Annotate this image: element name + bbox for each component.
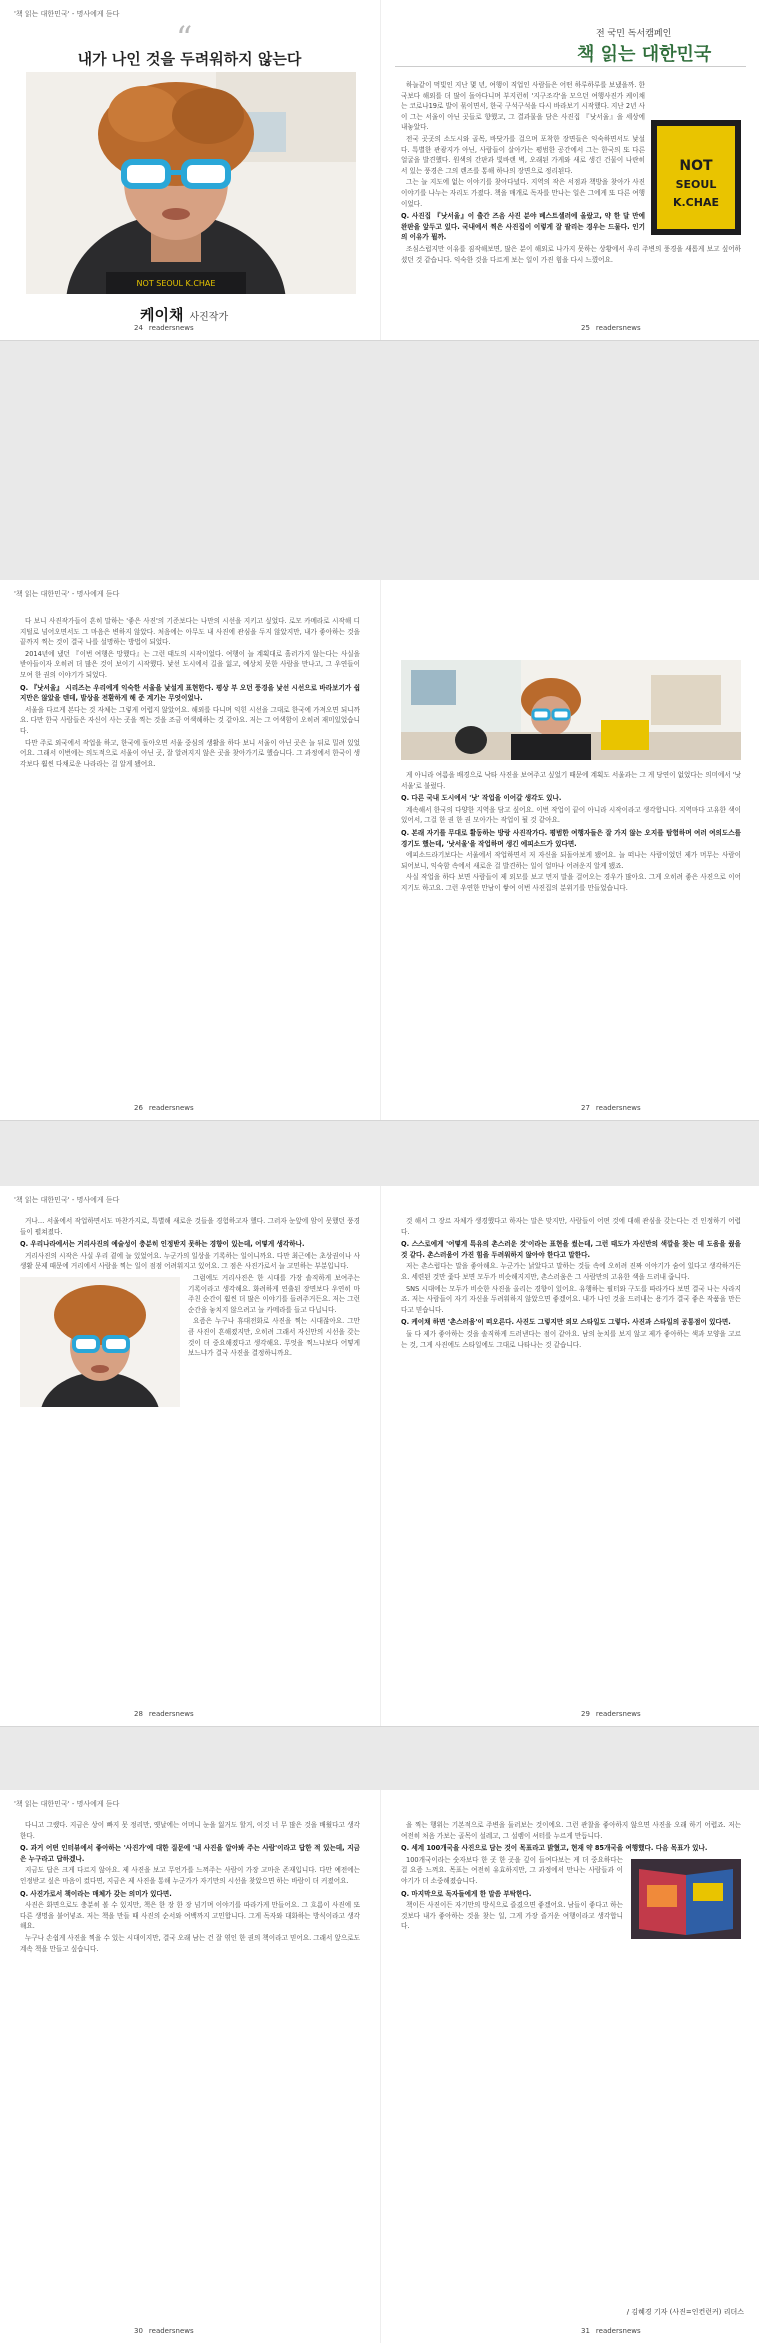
magazine-name: readersnews (595, 1104, 641, 1112)
svg-text:NOT: NOT (679, 158, 713, 174)
portrait-photo (26, 72, 356, 294)
role-text: 사진작가 (189, 312, 229, 323)
answer: 사실 작업을 하다 보면 사람들이 제 외모를 보고 먼저 말을 걸어오는 경우가 많아요. 그게 오히려 좋은 사진으로 이어지기도 하고요. 그런 우연한 만남이 쌓여 이번 사진집의 분위기를 만들었습니다. (401, 873, 741, 892)
answer: 둘 다 제가 좋아하는 것을 솔직하게 드러낸다는 점이 같아요. 남의 눈치를 보지 않고 제가 좋아하는 색과 모양을 고르는 것, 그게 사진에도 스타일에도 그대로 나타나는 것 같습니다. (401, 1329, 741, 1349)
question: Q. 본래 자기를 무대로 활동하는 방랑 사진작가다. 평범한 여행자들은 잘 가지 않는 오지를 탐험하며 여러 여의도스를 경기도 했는데, '낫서울'을 작업하며 생긴 에피소드가 있다면. (401, 828, 741, 848)
answer: 거리사진의 시작은 사실 우리 곁에 늘 있었어요. 누군가의 일상을 기록하는 일이니까요. 다만 최근에는 초상권이나 사생활 문제 때문에 거리에서 사람을 찍는 일이 점점 어려워지고 있어요. 그 점은 사진가로서 늘 고민하는 부분입니다. (20, 1251, 360, 1271)
answer: 지금도 답은 크게 다르지 않아요. 제 사진을 보고 무언가를 느껴주는 사람이 가장 고마운 존재입니다. 다만 예전에는 인정받고 싶은 마음이 컸다면, 지금은 제 사진을 통해 누군가가 자기만의 시선을 찾았으면 하는 바람이 더 커졌어요. (20, 1866, 360, 1885)
page-header: '책 읽는 대한민국' - 명사에게 듣다 (14, 10, 120, 18)
article-column (401, 770, 741, 1095)
answer: 누구나 손쉽게 사진을 찍을 수 있는 시대이지만, 결국 오래 남는 건 잘 엮인 한 권의 책이라고 믿어요. 그래서 앞으로도 계속 책을 만들고 싶습니다. (20, 1933, 360, 1953)
paragraph: 전국 곳곳의 소도시와 골목, 바닷가를 걸으며 포착한 장면들은 익숙하면서도 낯설다. 특별한 관광지가 아닌, 사람들이 살아가는 평범한 공간에서 그는 한국의 또 다른 얼굴을 발견했다. 원색의 간판과 빛바랜 벽, 오래된 가게와 새로 생긴 건물이 나란히 서 있는 풍경은 그의 렌즈를 통해 하나의 장면으로 정리된다. (401, 134, 645, 175)
paragraph: 하늘같이 먹빛인 지난 몇 년, 여행이 직업인 사람들은 어떤 하루하루를 보냈을까. 한국보다 해외를 더 많이 돌아다니며 부지런히 '지구조각'을 모으던 여행사진가 케이채는 코로나19로 발이 묶이면서, 한국 구석구석을 다시 바라보기 시작했다. 지난 2년 사이 그는 서울이 아닌 곳들로 향했고, 그 결과물을 담은 사진집 『낫서울』을 세상에 내놓았다. (401, 81, 645, 132)
book-cover-image (651, 120, 741, 235)
spread-4 (0, 1790, 759, 2343)
folio (581, 2327, 641, 2335)
quote-mark: “ (176, 19, 193, 57)
paragraph: 을 찍는 행위는 기본적으로 주변을 둘러보는 것이에요. 그런 관찰을 좋아하지 않으면 사진을 오래 하기 어렵죠. 저는 여전히 처음 가보는 골목이 설레고, 그 설렘이 셔터를 누르게 만듭니다. (401, 1821, 741, 1840)
question: Q. 케이채 하면 '촌스러움'이 떠오른다. 사진도 그렇지만 외모 스타일도 그렇다. 사진과 스타일의 공통점이 있다면. (401, 1318, 731, 1327)
answer: 저는 촌스럽다는 말을 좋아해요. 누군가는 낡았다고 말하는 것들 속에 오히려 진짜 이야기가 숨어 있다고 생각하거든요. 세련된 것만 좇다 보면 모두가 비슷해지지만, 촌스러움은 그 사람만의 고유한 색을 드러내 줍니다. (401, 1262, 741, 1281)
page-number: 31 (581, 2327, 590, 2335)
paragraph: 다 보니 사진작가들이 흔히 말하는 '좋은 사진'의 기준보다는 나만의 시선을 지키고 싶었다. 로모 카메라로 시작해 디지털로 넘어오면서도 그 마음은 변하지 않았다. 처음에는 아무도 내 사진에 관심을 두지 않았지만, 내가 좋아하는 것을 끝까지 찍는 것이 결국 나를 설명하는 방법이 되었다. (20, 617, 360, 647)
photo-credit: / 김혜경 기자 (사진=인컨런커) 리더스 (626, 2308, 744, 2316)
page-header: '책 읽는 대한민국' - 명사에게 듣다 (14, 1196, 120, 1204)
answer: 책이든 사진이든 자기만의 방식으로 즐겼으면 좋겠어요. 남들이 좋다고 하는 것보다 내가 좋아하는 것을 찾는 일, 그게 가장 즐거운 여행이라고 생각합니다. (401, 1901, 623, 1931)
interviewee-name (140, 304, 228, 325)
article-column (401, 1820, 741, 2300)
answer: 서울을 다르게 본다는 것 자체는 그렇게 어렵지 않았어요. 해외를 다니며 익힌 시선을 그대로 한국에 가져오면 되니까요. 다만 한국 사람들은 자신이 사는 곳을 찍는 것을 조금 어색해하는 것 같아요. 저는 그 어색함이 오히려 재미있었습니다. (20, 705, 360, 735)
folio (134, 2327, 194, 2335)
magazine-name: readersnews (148, 1710, 194, 1718)
page-number: 26 (134, 1104, 143, 1112)
answer: 조심스럽지만 이유를 짐작해보면, 많은 분이 해외로 나가지 못하는 상황에서 우리 주변의 풍경을 새롭게 보고 싶어하셨던 것 같습니다. 익숙한 것을 다르게 보는 일이 가진 힘을 다시 느꼈어요. (401, 244, 741, 264)
page-number: 29 (581, 1710, 590, 1718)
page-25 (380, 0, 759, 340)
answer: 다만 주로 외국에서 작업을 하고, 한국에 돌아오면 서울 중심의 생활을 하다 보니 서울이 아닌 곳은 늘 뒤로 밀려 있었어요. 그래서 이번에는 의도적으로 서울이 아닌 곳, 잘 알려지지 않은 곳을 찾아가기로 했습니다. 그 과정에서 한국이 생각보다 훨씬 다채로운 나라라는 걸 알게 됐어요. (20, 738, 360, 768)
page-number: 30 (134, 2327, 143, 2335)
paragraph: 거나… 서울에서 작업하면서도 마찬가지로, 특별해 새로운 것들을 경험하고자 했다. 그러자 눈앞에 암이 못했던 풍경들이 펼쳐졌다. (20, 1217, 360, 1236)
campaign-title: 책 읽는 대한민국 (577, 44, 712, 65)
book-spread-photo (631, 1859, 741, 1939)
question: Q. 우리나라에서는 거리사진의 예술성이 충분히 인정받지 못하는 경향이 있는데, 어떻게 생각하나. (20, 1240, 305, 1249)
spread-2 (0, 580, 759, 1121)
paragraph: 다니고 그랬다. 지금은 상이 빠지 못 정리만, 옛날에는 어머니 눈을 잃거도 할거, 이것 너 무 많은 것을 배웠다고 생각한다. (20, 1821, 360, 1840)
paragraph: 것 해서 그 장르 자체가 생경했다고 하자는 말은 맞지만, 사람들이 어떤 것에 대해 관심을 갖는다는 건 인정하기 어렵다. (401, 1217, 741, 1236)
paragraph: 2014년에 냈던 『이번 여행은 망했다』는 그런 태도의 시작이었다. 여행이 늘 계획대로 흘러가지 않는다는 사실을 받아들이자 오히려 더 많은 것이 보이기 시작했다. 낯선 도시에서 길을 잃고, 예상치 못한 사람을 만나고, 그 우연들이 모여 한 권의 이야기가 되었다. (20, 649, 360, 679)
page-26 (0, 580, 379, 1120)
question: Q. 과거 어떤 인터뷰에서 좋아하는 '사진가'에 대한 질문에 '내 사진을 알아봐 주는 사람'이라고 답한 적 있는데, 지금은 누구라고 답하겠나. (20, 1844, 360, 1863)
article-column (401, 1216, 741, 1706)
name-text: 케이채 (140, 306, 184, 324)
question: Q. 마지막으로 독자들에게 한 말씀 부탁한다. (401, 1889, 532, 1898)
answer: 100개국이라는 숫자보다 한 곳 한 곳을 깊이 들여다보는 게 더 중요하다는 걸 요즘 느껴요. 목표는 여전히 유효하지만, 그 과정에서 만나는 사람들과 이야기가 더 소중해졌습니다. (401, 1855, 623, 1885)
campaign-small: 전 국민 독서캠페인 (596, 29, 672, 39)
page-header: '책 읽는 대한민국' - 명사에게 듣다 (14, 1800, 120, 1808)
magazine-name: readersnews (595, 1710, 641, 1718)
paragraph: 게 아니라 여름을 배경으로 낙타 사진을 보여주고 싶었기 때문에 계획도 서울과는 그 게 당연이 없었다는 의미에서 '낫서울'로 불렀다. (401, 771, 741, 790)
magazine-name: readersnews (595, 324, 641, 332)
page-27 (380, 580, 759, 1120)
question: Q. 세계 100개국을 사진으로 담는 것이 목표라고 밝혔고, 현재 약 85개국을 여행했다. 다음 목표가 있나. (401, 1844, 708, 1853)
magazine-name: readersnews (148, 2327, 194, 2335)
portrait-photo (20, 1277, 180, 1407)
page-30 (0, 1790, 379, 2343)
folio (134, 1710, 194, 1718)
spread-3 (0, 1186, 759, 1727)
magazine-name: readersnews (148, 324, 194, 332)
paragraph: 그는 늘 지도에 없는 이야기를 찾아다녔다. 지역의 작은 서점과 책방을 찾아가 사진 이야기를 나누는 자리도 가졌다. 책을 매개로 독자를 만나는 일은 그에게 또 다른 여행이었다. (401, 178, 645, 208)
article-column (401, 80, 741, 325)
question: Q. 스스로에게 '어떻게 특유의 촌스러운 것'이라는 표현을 썼는데, 그런 태도가 자신만의 색깔을 찾는 데 도움을 줬을 것 같다. 촌스러움이 가진 힘을 두려워하지 않아야 한다고 말한다. (401, 1240, 741, 1259)
headline: 내가 나인 것을 두려워하지 않는다 (77, 50, 302, 68)
folio (581, 1104, 641, 1112)
svg-text:SEOUL: SEOUL (675, 178, 717, 191)
page-31 (380, 1790, 759, 2343)
page-number: 25 (581, 324, 590, 332)
question: Q. 『낫서울』 시리즈는 우리에게 익숙한 서울을 낯설게 표현한다. 평상 부 오던 풍경을 낯선 시선으로 바라보기가 쉽지만은 않았을 텐데, 발상을 전환하게 해 준 계기는 무엇이었나. (20, 683, 360, 703)
page-number: 28 (134, 1710, 143, 1718)
divider (395, 66, 746, 67)
page-24 (0, 0, 379, 340)
article-column (20, 1216, 360, 1706)
page-number: 24 (134, 324, 143, 332)
spread-1 (0, 0, 759, 341)
article-column (20, 1820, 360, 2320)
question: Q. 사진가로서 책이라는 매체가 갖는 의미가 있다면. (20, 1889, 172, 1898)
page-number: 27 (581, 1104, 590, 1112)
answer: 사진은 화면으로도 충분히 볼 수 있지만, 책은 한 장 한 장 넘기며 이야기를 따라가게 만들어요. 그 흐름이 사진에 또 다른 생명을 불어넣죠. 저는 책을 만들 때 사진의 순서와 여백까지 고민합니다. 그게 독자와 대화하는 방식이라고 생각해요. (20, 1901, 360, 1931)
folio (134, 1104, 194, 1112)
svg-text:K.CHAE: K.CHAE (672, 196, 720, 209)
page-28 (0, 1186, 379, 1726)
folio (581, 324, 641, 332)
answer: 그럼에도 거리사진은 한 시대를 가장 솔직하게 보여주는 기록이라고 생각해요. 화려하게 연출된 장면보다 우연히 마주친 순간이 훨씬 더 많은 이야기를 들려주거든요. 저는 그런 순간을 놓치지 않으려고 늘 카메라를 들고 다닙니다. (188, 1273, 360, 1314)
answer: 계속해서 한국의 다양한 지역을 담고 싶어요. 이번 작업이 끝이 아니라 시작이라고 생각합니다. 지역마다 고유한 색이 있어서, 그걸 한 권 한 권 모아가는 작업이 될 것 같아요. (401, 805, 741, 825)
page-29 (380, 1186, 759, 1726)
svg-text:NOT SEOUL K.CHAE: NOT SEOUL K.CHAE (136, 279, 216, 288)
answer: 요즘은 누구나 휴대전화로 사진을 찍는 시대잖아요. 그만큼 사진이 흔해졌지만, 오히려 그래서 자신만의 시선을 갖는 것이 더 중요해졌다고 생각해요. 무엇을 찍느냐보다 어떻게 보느냐가 결국 사진을 결정하니까요. (188, 1317, 360, 1358)
magazine-name: readersnews (595, 2327, 641, 2335)
question: Q. 다른 국내 도시에서 '낫' 작업을 이어갈 생각도 있나. (401, 794, 562, 803)
page-header: '책 읽는 대한민국' - 명사에게 듣다 (14, 590, 120, 598)
folio (581, 1710, 641, 1718)
magazine-name: readersnews (148, 1104, 194, 1112)
question: Q. 사진집 『낫서울』이 출간 즈음 사진 분야 베스트셀러에 올랐고, 약 한 달 만에 완판을 앞두고 있다. 국내에서 찍은 사진집이 이렇게 잘 팔리는 경우는 드물다. 인기의 이유가 뭘까. (401, 212, 645, 242)
folio (134, 324, 194, 332)
studio-photo (401, 660, 741, 760)
answer: 에피소드라기보다는 서울에서 작업하면서 저 자신을 되돌아보게 됐어요. 늘 떠나는 사람이었던 제가 머무는 사람이 되어보니, 익숙함 속에서 새로운 걸 발견하는 일이 얼마나 어려운지 알게 됐죠. (401, 851, 741, 870)
article-column (20, 616, 360, 1096)
answer: SNS 시대에는 모두가 비슷한 사진을 올리는 경향이 있어요. 유행하는 필터와 구도를 따라가다 보면 결국 나는 사라지죠. 저는 사람들이 자기 자신을 두려워하지 않았으면 좋겠어요. 내가 나인 것을 드러내는 용기가 결국 좋은 작품을 만든다고 믿습니다. (401, 1284, 741, 1314)
